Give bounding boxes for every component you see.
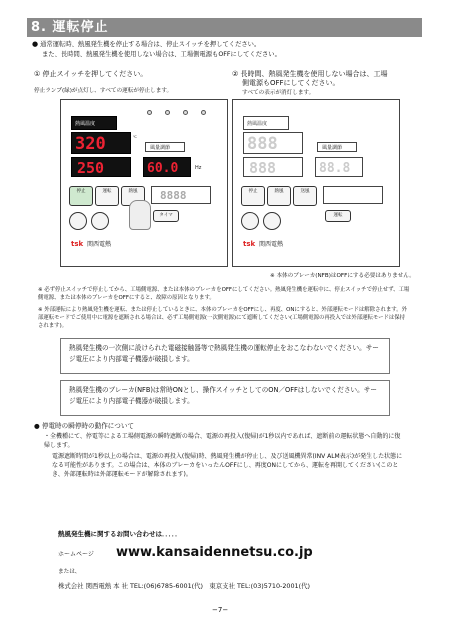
power-outage-line-1: ・全機種にて、停電等による工場側電源の瞬時遮断の場合、電源の再投入(復帰)が1秒以内であれば、遮断前の運転状態へ自動的に復帰します。 (44, 433, 401, 449)
air-label-box: 風量調節 (317, 142, 357, 152)
temp-display-off: 888 (243, 132, 303, 154)
set-temp-display-off: 888 (243, 157, 303, 177)
run-button[interactable]: 運転 (95, 186, 119, 206)
homepage-label: ホームページ (58, 551, 94, 558)
fan-button[interactable] (69, 212, 87, 230)
timer-display-off (323, 186, 383, 204)
tsk-logo: tsk (243, 240, 256, 248)
control-panel-right (232, 99, 400, 267)
pointing-hand-icon (129, 200, 151, 230)
set-temp-display: 250 (71, 157, 131, 177)
air-label-box: 風量調節 (145, 142, 185, 152)
step2-caption: すべての表示が消灯します。 (242, 90, 315, 96)
title-display: 熱風温度 (243, 116, 289, 130)
hot-air-button[interactable]: 熱風 (267, 186, 291, 206)
maker-name: 関西電熱 (259, 241, 284, 248)
mode-button[interactable] (263, 212, 281, 230)
cold-air-button[interactable]: 送風 (293, 186, 317, 206)
status-led (201, 110, 206, 115)
page-number: −7− (212, 606, 229, 614)
section-header: 8. 運転停止 (27, 18, 422, 37)
company-contact: 株式会社 関西電熱 本 社 TEL:(06)6785-6001(代) 東京支社 TEL:(03)5710-2001(代) (58, 582, 310, 590)
stop-button[interactable]: 停止 (241, 186, 265, 206)
stop-button[interactable]: 停止 (69, 186, 93, 206)
tsk-logo: tsk (71, 240, 84, 248)
temp-display: 320 (71, 132, 131, 154)
note-1: ※ 必ず停止スイッチで停止してから、工場側電源、または本体のブレーカをOFFにしてください。熱風発生機を運転中に、停止スイッチで停止せず、工場側電源、または本体のブレーカをOFFにすると、故障の原因となります。 (38, 287, 410, 301)
warning-box-2: 熱風発生機のブレーカ(NFB)は常時ONとし、操作スイッチとしてのON／OFFはしないでください。サージ電圧により内部電子機器が破損します。 (60, 380, 390, 416)
air-display-off: 88.8 (315, 157, 363, 177)
maker-name: 関西電熱 (87, 241, 112, 248)
control-panel-left (60, 99, 228, 267)
title-display: 熱風温度 (71, 116, 117, 130)
contact-heading: 熱風発生機に関するお問い合わせは．．．．． (58, 530, 182, 538)
panel-note: ※ 本体のブレーカ(NFB)はOFFにする必要はありません。 (270, 273, 415, 279)
homepage-link[interactable]: www.kansaidennetsu.co.jp (116, 545, 313, 560)
power-outage-line-2: 電源遮断時間が1秒以上の場合は、電源の再投入(復帰)時、熱風発生機が停止し、及び送風機異常(INV ALM表示)が発生した状態になる可能性があります。この場合は、本体のブレーカをいったんOFFにし、再度ONにしてから、運転を再開してください(このとき、外部運転時は外部運転モードが解除されます)。 (52, 453, 403, 478)
status-led (147, 110, 152, 115)
intro-line-1: ● 通常運転時、熱風発生機を停止する場合は、停止スイッチを押してください。 (32, 40, 261, 48)
status-led (165, 110, 170, 115)
warning-box-1: 熱風発生機の一次側に設けられた電磁接触器等で熱風発生機の運転停止をおこなわないでください。サージ電圧により内部電子機器が破損します。 (60, 338, 390, 374)
power-outage-title: ● 停電時の瞬停時の動作について (34, 422, 135, 430)
fan-button[interactable] (241, 212, 259, 230)
step2-title-1: ② 長時間、熱風発生機を使用しない場合は、工場 (232, 70, 388, 78)
step2-title-2: 側電源もOFFにしてください。 (242, 79, 340, 87)
status-led (183, 110, 188, 115)
intro-line-2: また、長時間、熱風発生機を使用しない場合は、工場側電源もOFFにしてください。 (42, 51, 281, 58)
step1-title: ① 停止スイッチを押してください。 (34, 70, 148, 78)
unit-celsius: ℃ (133, 135, 137, 139)
run-button[interactable]: 運転 (325, 210, 351, 222)
note-2: ※ 外部運転により熱風発生機を運転、または停止しているときに、本体のブレーカをOFFにし、再度、ONにすると、外部運転モードは解除されます。外部運転モードでご使用中に電源を遮断される場合は、必ず工場側電源(一次側電源)にて遮断してください(工場側電源の再投入では外部運転モードは保持されます)。 (38, 307, 407, 329)
timer-display: 8888 (151, 186, 211, 204)
hot-air-button[interactable]: 熱風 (121, 186, 145, 206)
mode-button[interactable] (91, 212, 109, 230)
step1-caption: 停止ランプ(緑)が点灯し、すべての運転が停止します。 (34, 88, 173, 94)
or-label: または、 (58, 569, 81, 575)
air-display: 60.0 (143, 157, 191, 177)
unit-hz: Hz (195, 165, 202, 171)
timer-button[interactable]: タイマ (153, 210, 179, 222)
